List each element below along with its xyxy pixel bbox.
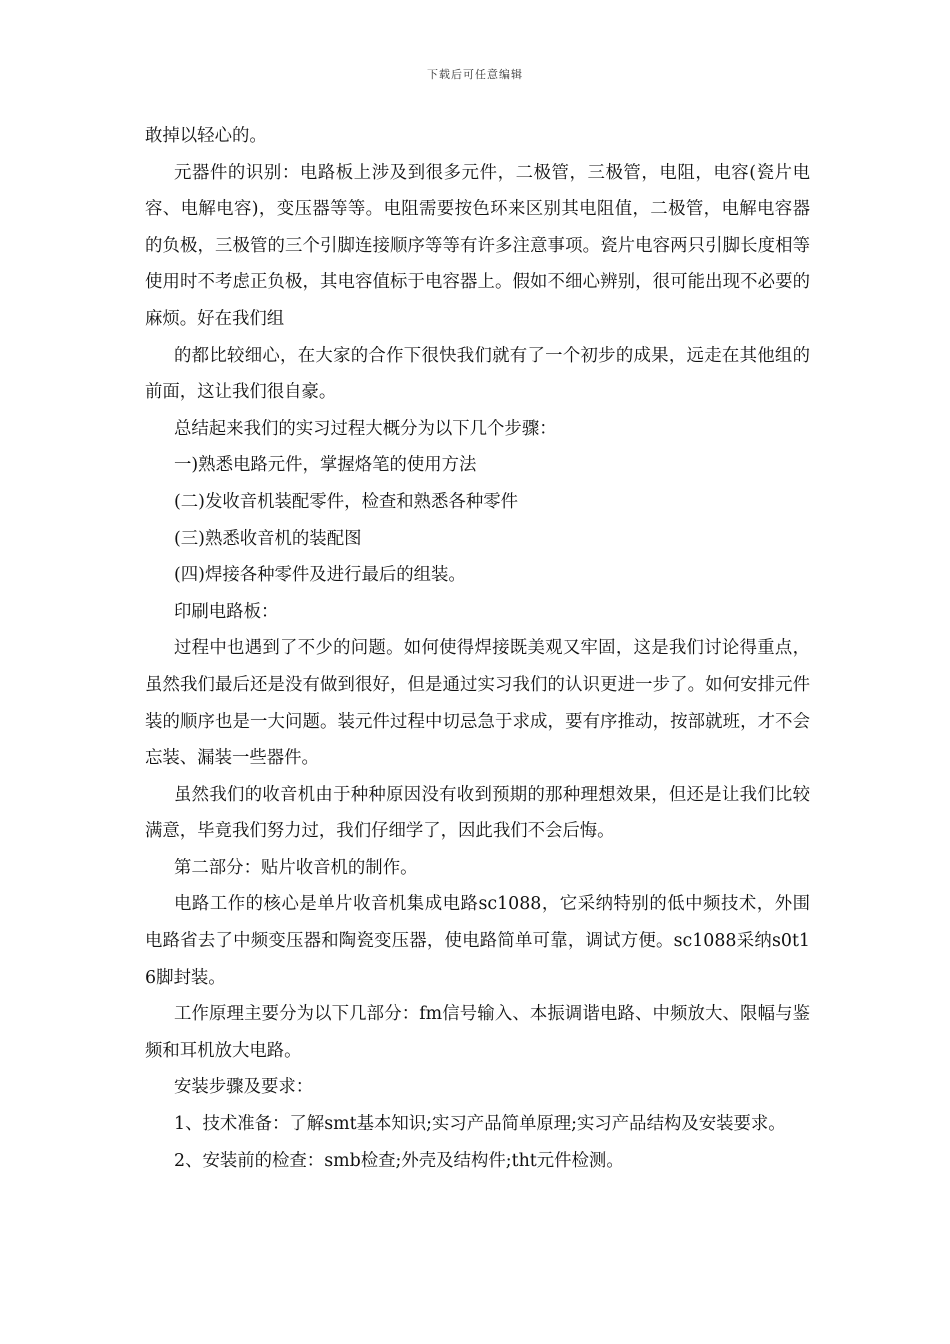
paragraph-16: 1、技术准备：了解smt基本知识;实习产品简单原理;实习产品结构及安装要求。: [174, 1114, 786, 1135]
paragraph-12: 第二部分：贴片收音机的制作。: [174, 857, 418, 878]
paragraph-1: 敢掉以轻心的。: [145, 126, 267, 146]
paragraph-2: 元器件的识别：电路板上涉及到很多元件，二极管，三极管，电阻，电容(瓷片电容、电解电容)，变压器等等。电阻需要按色环来区别其电阻值，二极管，电解电容器的负极，三极管的三个引脚连接顺序等等有许多注意事项。瓷片电容两只引脚长度相等使用时不考虑正负极，其电容值标于电容器上。假如不细心辨别，很可能出现不必要的麻烦。好在我们组: [145, 162, 810, 329]
paragraph-15: 安装步骤及要求：: [174, 1077, 314, 1098]
paragraph-13: 电路工作的核心是单片收音机集成电路sc1088，它采纳特别的低中频技术，外围电路省去了中频变压器和陶瓷变压器，使电路简单可靠，调试方便。sc1088采纳s0t16脚封装。: [145, 894, 810, 988]
paragraph-17: 2、安装前的检查：smb检查;外壳及结构件;tht元件检测。: [174, 1150, 624, 1171]
paragraph-10: 过程中也遇到了不少的问题。如何使得焊接既美观又牢固，这是我们讨论得重点，虽然我们最后还是没有做到很好，但是通过实习我们的认识更进一步了。如何安排元件装的顺序也是一大问题。装元件过程中切忌急于求成，要有序推动，按部就班，才不会忘装、漏装一些器件。: [145, 638, 810, 769]
paragraph-6: (二)发收音机装配零件，检查和熟悉各种零件: [174, 491, 518, 512]
paragraph-4: 总结起来我们的实习过程大概分为以下几个步骤：: [174, 418, 557, 439]
paragraph-9: 印刷电路板：: [174, 601, 279, 622]
document-body: [145, 118, 810, 1179]
paragraph-7: (三)熟悉收音机的装配图: [174, 528, 362, 549]
paragraph-3: 的都比较细心，在大家的合作下很快我们就有了一个初步的成果，远走在其他组的前面，这让我们很自豪。: [145, 345, 810, 403]
paragraph-14: 工作原理主要分为以下几部分：fm信号输入、本振调谐电路、中频放大、限幅与鉴频和耳机放大电路。: [145, 1004, 810, 1061]
paragraph-5: 一)熟悉电路元件，掌握烙笔的使用方法: [174, 455, 477, 476]
page-header: 下载后可任意编辑: [427, 68, 523, 81]
paragraph-11: 虽然我们的收音机由于种种原因没有收到预期的那种理想效果，但还是让我们比较满意，毕竟我们努力过，我们仔细学了，因此我们不会后悔。: [145, 784, 810, 842]
paragraph-8: (四)焊接各种零件及进行最后的组装。: [174, 565, 466, 586]
